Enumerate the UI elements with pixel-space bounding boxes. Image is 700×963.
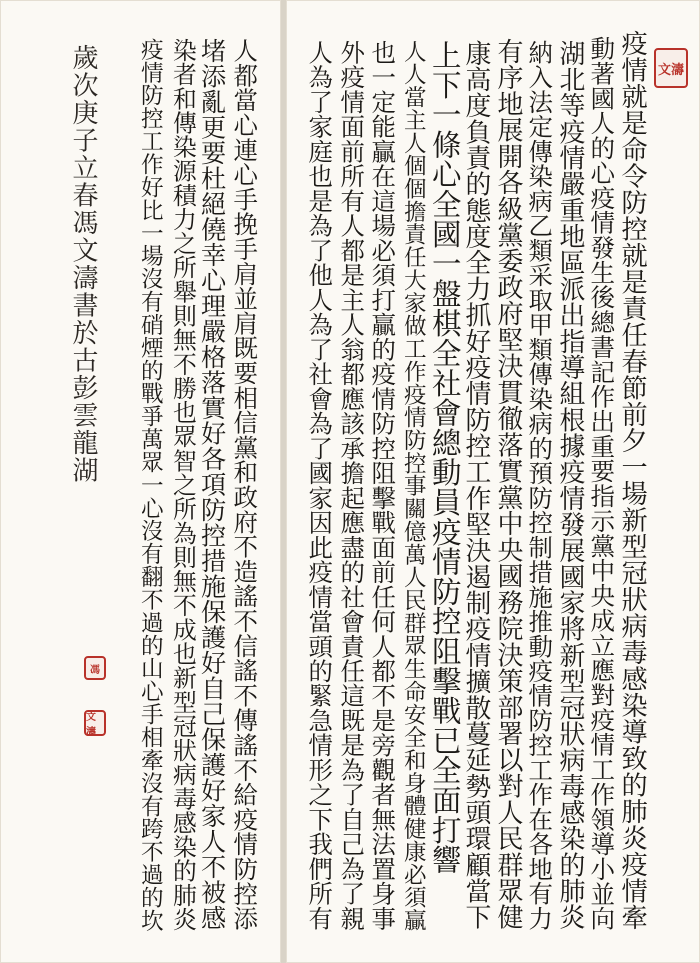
seal-signature-style: 文濤 xyxy=(84,710,106,736)
text-column: 動著國人的心疫情發生後總書記作出重要指示黨中央成立應對疫情工作領導小並向 xyxy=(587,36,617,931)
text-column: 疫情就是命令防控就是責任春節前夕一場新型冠狀病毒感染導致的肺炎疫情牽 xyxy=(617,30,648,931)
text-column: 康高度負責的態度全力抓好疫情防控工作堅決遏制疫情擴散蔓延勢頭環顧當下 xyxy=(460,40,491,931)
text-column: 人人當主人個個擔責任大家做工作疫情防控事關億萬人民群眾生命安全和身體健康必須贏 xyxy=(400,40,427,932)
text-column: 外疫情面前所有人都是主人翁都應該承擔起應盡的社會責任這既是為了自己為了親 xyxy=(336,40,366,931)
seal-top-right: 文濤 xyxy=(654,48,688,88)
text-column: 堵添亂更要杜絕僥幸心理嚴格落實好各項防控措施保護好自己保護好家人不被感 xyxy=(197,38,227,931)
text-column: 人都當心連心手挽手肩並肩既要相信黨和政府不造謠不信謠不傳謠不給疫情防控添 xyxy=(230,38,260,931)
seal-signature-name: 馮 xyxy=(84,656,106,680)
text-column: 有序地展開各級黨委政府堅決貫徹落實黨中央國務院決策部署以對人民群眾健 xyxy=(492,38,523,931)
text-column: 上下一條心全國一盤棋全社會總動員疫情防控阻擊戰已全面打響 xyxy=(427,40,462,875)
text-column: 也一定能贏在這場必須打贏的疫情防控阻擊戰面前任何人都不是旁觀者無法置身事 xyxy=(367,40,397,931)
text-column: 染者和傳染源積力之所舉則無不勝也眾智之所為則無不成也新型冠狀病毒感染的肺炎 xyxy=(168,38,197,932)
signature-inscription: 歲次庚子立春馮文濤書於古彭雲龍湖 xyxy=(68,44,98,484)
text-column: 湖北等疫情嚴重地區派出指導組根據疫情發展國家將新型冠狀病毒感染的肺炎 xyxy=(554,40,585,931)
text-column: 疫情防控工作好比一場沒有硝煙的戰爭萬眾一心沒有翻不過的山心手相牽沒有跨不過的坎 xyxy=(137,38,164,932)
text-column: 納入法定傳染病乙類采取甲類傳染病的預防控制措施推動疫情防控工作在各地有力 xyxy=(524,40,554,931)
text-column: 人為了家庭也是為了他人為了社會為了國家因此疫情當頭的緊急情形之下我們所有 xyxy=(304,40,334,931)
